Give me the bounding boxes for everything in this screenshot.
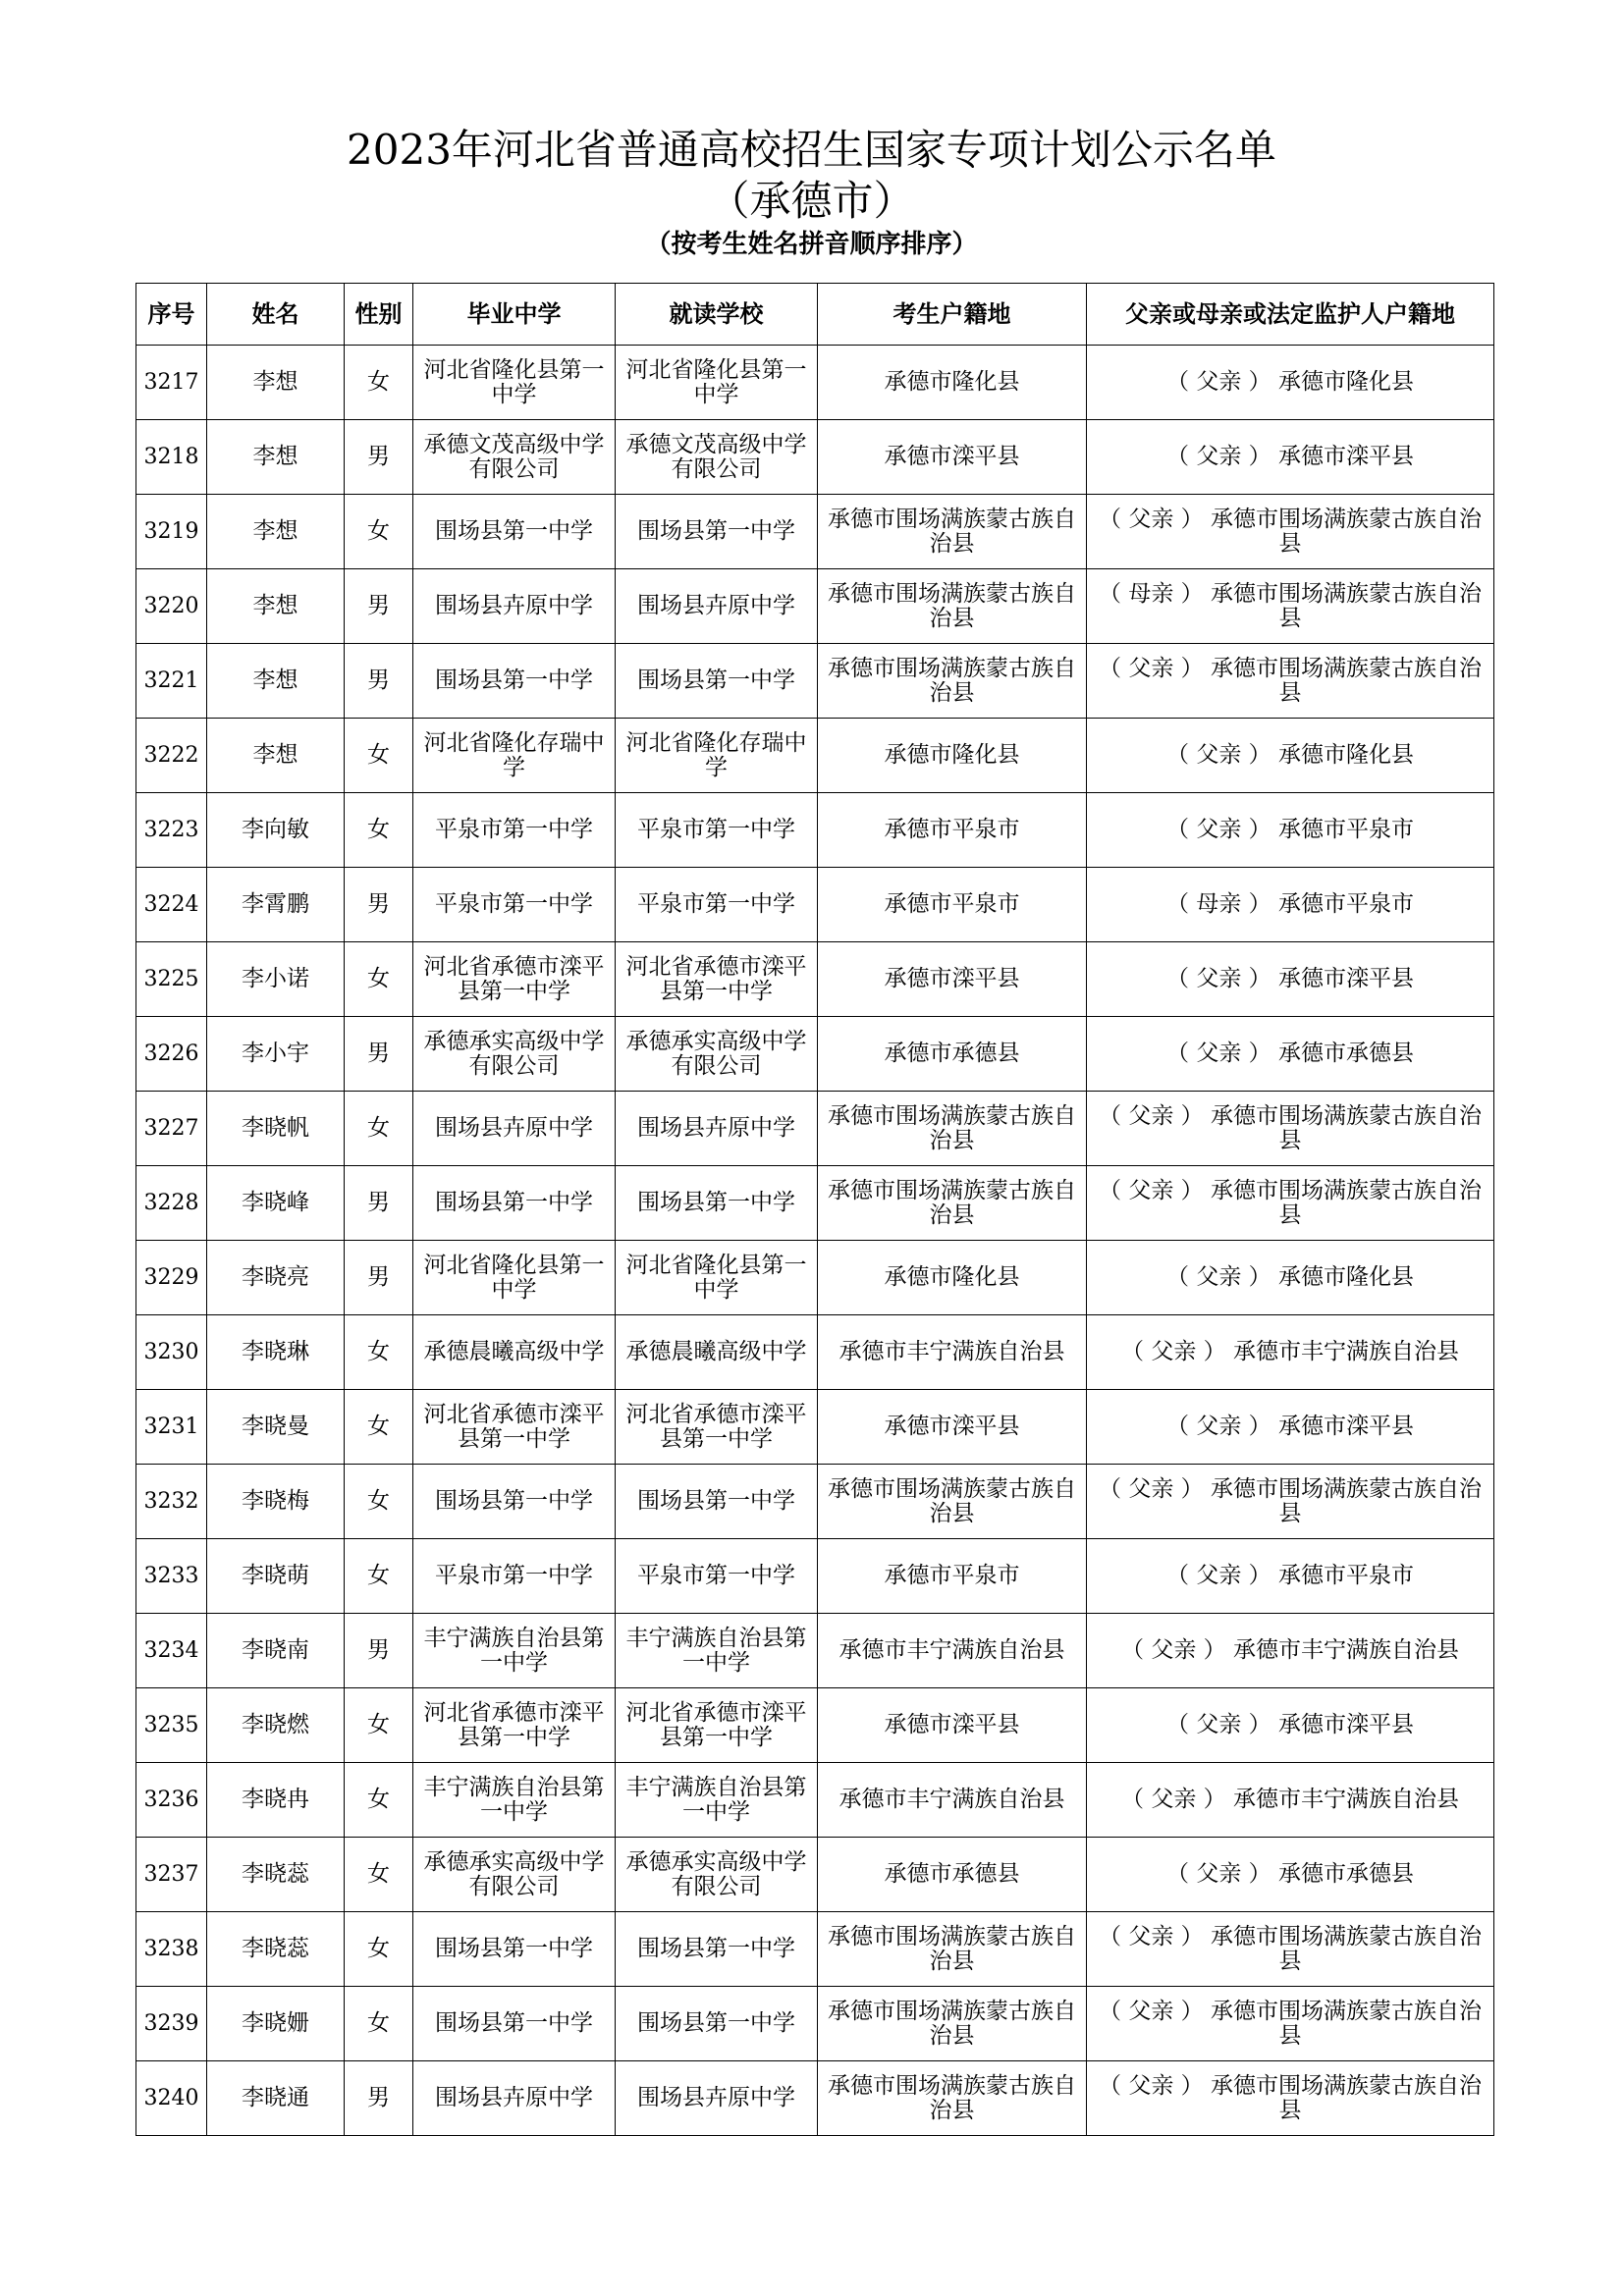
- graduation-school: 河北省承德市滦平县第一中学: [413, 1688, 616, 1763]
- guardian-hukou: （ 父亲 ） 承德市丰宁满族自治县: [1087, 1315, 1494, 1390]
- current-school: 河北省承德市滦平县第一中学: [616, 942, 818, 1017]
- header-sex: 性别: [345, 284, 413, 346]
- student-name: 李晓通: [207, 2061, 345, 2136]
- current-school: 围场县第一中学: [616, 1912, 818, 1987]
- guardian-hukou: （ 父亲 ） 承德市丰宁满族自治县: [1087, 1614, 1494, 1688]
- row-number: 3218: [136, 420, 207, 495]
- row-number: 3219: [136, 495, 207, 569]
- student-sex: 女: [345, 1539, 413, 1614]
- row-number: 3226: [136, 1017, 207, 1092]
- row-number: 3238: [136, 1912, 207, 1987]
- student-sex: 女: [345, 1390, 413, 1465]
- guardian-hukou: （ 父亲 ） 承德市围场满族蒙古族自治县: [1087, 2061, 1494, 2136]
- current-school: 丰宁满族自治县第一中学: [616, 1614, 818, 1688]
- current-school: 围场县第一中学: [616, 1987, 818, 2061]
- student-name: 李想: [207, 569, 345, 644]
- student-name: 李小宇: [207, 1017, 345, 1092]
- header-current-school: 就读学校: [616, 284, 818, 346]
- current-school: 河北省承德市滦平县第一中学: [616, 1390, 818, 1465]
- student-sex: 男: [345, 420, 413, 495]
- student-hukou: 承德市围场满族蒙古族自治县: [818, 495, 1087, 569]
- current-school: 围场县卉原中学: [616, 1092, 818, 1166]
- table-row: [136, 1763, 1494, 1838]
- guardian-hukou: （ 父亲 ） 承德市围场满族蒙古族自治县: [1087, 1987, 1494, 2061]
- student-name: 李想: [207, 719, 345, 793]
- student-name: 李晓梅: [207, 1465, 345, 1539]
- student-sex: 男: [345, 1166, 413, 1241]
- header-no: 序号: [136, 284, 207, 346]
- table-row: [136, 1614, 1494, 1688]
- current-school: 承德晨曦高级中学: [616, 1315, 818, 1390]
- student-hukou: 承德市承德县: [818, 1017, 1087, 1092]
- student-hukou: 承德市滦平县: [818, 1390, 1087, 1465]
- row-number: 3225: [136, 942, 207, 1017]
- graduation-school: 河北省隆化存瑞中学: [413, 719, 616, 793]
- graduation-school: 围场县卉原中学: [413, 2061, 616, 2136]
- table-row: [136, 1539, 1494, 1614]
- table-row: [136, 2061, 1494, 2136]
- row-number: 3228: [136, 1166, 207, 1241]
- header-hukou: 考生户籍地: [818, 284, 1087, 346]
- student-name: 李想: [207, 644, 345, 719]
- graduation-school: 承德承实高级中学有限公司: [413, 1838, 616, 1912]
- table-row: [136, 1987, 1494, 2061]
- table-row: [136, 1166, 1494, 1241]
- graduation-school: 河北省隆化县第一中学: [413, 1241, 616, 1315]
- graduation-school: 围场县第一中学: [413, 495, 616, 569]
- student-name: 李晓帆: [207, 1092, 345, 1166]
- guardian-hukou: （ 母亲 ） 承德市平泉市: [1087, 868, 1494, 942]
- student-hukou: 承德市围场满族蒙古族自治县: [818, 644, 1087, 719]
- graduation-school: 围场县第一中学: [413, 1465, 616, 1539]
- guardian-hukou: （ 父亲 ） 承德市承德县: [1087, 1838, 1494, 1912]
- graduation-school: 河北省承德市滦平县第一中学: [413, 1390, 616, 1465]
- student-name: 李晓琳: [207, 1315, 345, 1390]
- student-name: 李晓姗: [207, 1987, 345, 2061]
- student-name: 李小诺: [207, 942, 345, 1017]
- student-name: 李晓燃: [207, 1688, 345, 1763]
- row-number: 3222: [136, 719, 207, 793]
- graduation-school: 承德文茂高级中学有限公司: [413, 420, 616, 495]
- current-school: 围场县卉原中学: [616, 2061, 818, 2136]
- header-name: 姓名: [207, 284, 345, 346]
- student-name: 李向敏: [207, 793, 345, 868]
- row-number: 3220: [136, 569, 207, 644]
- student-sex: 女: [345, 346, 413, 420]
- current-school: 围场县第一中学: [616, 644, 818, 719]
- graduation-school: 平泉市第一中学: [413, 1539, 616, 1614]
- row-number: 3237: [136, 1838, 207, 1912]
- student-sex: 男: [345, 1614, 413, 1688]
- graduation-school: 平泉市第一中学: [413, 868, 616, 942]
- current-school: 平泉市第一中学: [616, 868, 818, 942]
- row-number: 3234: [136, 1614, 207, 1688]
- row-number: 3223: [136, 793, 207, 868]
- student-hukou: 承德市围场满族蒙古族自治县: [818, 1092, 1087, 1166]
- student-sex: 女: [345, 1315, 413, 1390]
- current-school: 承德承实高级中学有限公司: [616, 1017, 818, 1092]
- table-row: [136, 569, 1494, 644]
- graduation-school: 河北省隆化县第一中学: [413, 346, 616, 420]
- guardian-hukou: （ 父亲 ） 承德市隆化县: [1087, 719, 1494, 793]
- current-school: 围场县第一中学: [616, 1465, 818, 1539]
- page-title: 2023年河北省普通高校招生国家专项计划公示名单: [347, 126, 1276, 174]
- student-name: 李晓蕊: [207, 1838, 345, 1912]
- student-name: 李晓蕊: [207, 1912, 345, 1987]
- row-number: 3240: [136, 2061, 207, 2136]
- current-school: 河北省承德市滦平县第一中学: [616, 1688, 818, 1763]
- row-number: 3239: [136, 1987, 207, 2061]
- table-row: [136, 1688, 1494, 1763]
- row-number: 3230: [136, 1315, 207, 1390]
- guardian-hukou: （ 父亲 ） 承德市围场满族蒙古族自治县: [1087, 1912, 1494, 1987]
- table-row: [136, 1465, 1494, 1539]
- guardian-hukou: （ 父亲 ） 承德市围场满族蒙古族自治县: [1087, 644, 1494, 719]
- student-hukou: 承德市隆化县: [818, 719, 1087, 793]
- guardian-hukou: （ 父亲 ） 承德市平泉市: [1087, 793, 1494, 868]
- guardian-hukou: （ 父亲 ） 承德市滦平县: [1087, 1688, 1494, 1763]
- student-name: 李晓曼: [207, 1390, 345, 1465]
- table-row: [136, 793, 1494, 868]
- guardian-hukou: （ 父亲 ） 承德市平泉市: [1087, 1539, 1494, 1614]
- student-hukou: 承德市滦平县: [818, 942, 1087, 1017]
- graduation-school: 丰宁满族自治县第一中学: [413, 1763, 616, 1838]
- current-school: 河北省隆化存瑞中学: [616, 719, 818, 793]
- current-school: 丰宁满族自治县第一中学: [616, 1763, 818, 1838]
- table-row: [136, 1912, 1494, 1987]
- student-name: 李想: [207, 495, 345, 569]
- student-hukou: 承德市平泉市: [818, 868, 1087, 942]
- student-hukou: 承德市围场满族蒙古族自治县: [818, 1465, 1087, 1539]
- current-school: 围场县卉原中学: [616, 569, 818, 644]
- student-hukou: 承德市承德县: [818, 1838, 1087, 1912]
- guardian-hukou: （ 父亲 ） 承德市滦平县: [1087, 420, 1494, 495]
- row-number: 3232: [136, 1465, 207, 1539]
- table-row: [136, 1390, 1494, 1465]
- guardian-hukou: （ 父亲 ） 承德市隆化县: [1087, 346, 1494, 420]
- current-school: 围场县第一中学: [616, 495, 818, 569]
- student-hukou: 承德市围场满族蒙古族自治县: [818, 1987, 1087, 2061]
- guardian-hukou: （ 父亲 ） 承德市滦平县: [1087, 1390, 1494, 1465]
- row-number: 3217: [136, 346, 207, 420]
- header-grad-school: 毕业中学: [413, 284, 616, 346]
- table-row: [136, 1838, 1494, 1912]
- student-name: 李晓冉: [207, 1763, 345, 1838]
- row-number: 3224: [136, 868, 207, 942]
- table-row: [136, 420, 1494, 495]
- student-hukou: 承德市隆化县: [818, 346, 1087, 420]
- row-number: 3231: [136, 1390, 207, 1465]
- row-number: 3221: [136, 644, 207, 719]
- current-school: 河北省隆化县第一中学: [616, 1241, 818, 1315]
- table-row: [136, 1017, 1494, 1092]
- guardian-hukou: （ 父亲 ） 承德市围场满族蒙古族自治县: [1087, 1166, 1494, 1241]
- student-hukou: 承德市丰宁满族自治县: [818, 1763, 1087, 1838]
- student-name: 李晓峰: [207, 1166, 345, 1241]
- student-sex: 男: [345, 868, 413, 942]
- student-sex: 女: [345, 1912, 413, 1987]
- guardian-hukou: （ 父亲 ） 承德市承德县: [1087, 1017, 1494, 1092]
- student-sex: 女: [345, 495, 413, 569]
- graduation-school: 平泉市第一中学: [413, 793, 616, 868]
- table-row: [136, 346, 1494, 420]
- guardian-hukou: （ 母亲 ） 承德市围场满族蒙古族自治县: [1087, 569, 1494, 644]
- table-row: [136, 1092, 1494, 1166]
- student-hukou: 承德市平泉市: [818, 793, 1087, 868]
- student-hukou: 承德市隆化县: [818, 1241, 1087, 1315]
- student-sex: 女: [345, 1465, 413, 1539]
- student-sex: 女: [345, 1092, 413, 1166]
- roster-table: [135, 283, 1494, 2136]
- student-sex: 女: [345, 719, 413, 793]
- row-number: 3233: [136, 1539, 207, 1614]
- guardian-hukou: （ 父亲 ） 承德市隆化县: [1087, 1241, 1494, 1315]
- student-name: 李想: [207, 346, 345, 420]
- row-number: 3227: [136, 1092, 207, 1166]
- row-number: 3229: [136, 1241, 207, 1315]
- table-body: [136, 346, 1494, 2136]
- student-sex: 男: [345, 1241, 413, 1315]
- student-hukou: 承德市围场满族蒙古族自治县: [818, 1912, 1087, 1987]
- student-name: 李晓萌: [207, 1539, 345, 1614]
- page-subtitle: （承德市）: [708, 177, 915, 225]
- table-row: [136, 868, 1494, 942]
- header-guardian-hukou: 父亲或母亲或法定监护人户籍地: [1087, 284, 1494, 346]
- student-sex: 女: [345, 793, 413, 868]
- graduation-school: 围场县第一中学: [413, 644, 616, 719]
- row-number: 3236: [136, 1763, 207, 1838]
- table-row: [136, 719, 1494, 793]
- student-sex: 女: [345, 1987, 413, 2061]
- table-row: [136, 1241, 1494, 1315]
- student-hukou: 承德市滦平县: [818, 420, 1087, 495]
- student-hukou: 承德市围场满族蒙古族自治县: [818, 569, 1087, 644]
- student-name: 李晓亮: [207, 1241, 345, 1315]
- current-school: 围场县第一中学: [616, 1166, 818, 1241]
- guardian-hukou: （ 父亲 ） 承德市围场满族蒙古族自治县: [1087, 1092, 1494, 1166]
- current-school: 平泉市第一中学: [616, 793, 818, 868]
- graduation-school: 围场县卉原中学: [413, 1092, 616, 1166]
- student-hukou: 承德市丰宁满族自治县: [818, 1614, 1087, 1688]
- guardian-hukou: （ 父亲 ） 承德市丰宁满族自治县: [1087, 1763, 1494, 1838]
- student-hukou: 承德市滦平县: [818, 1688, 1087, 1763]
- graduation-school: 围场县第一中学: [413, 1987, 616, 2061]
- student-sex: 女: [345, 1688, 413, 1763]
- student-sex: 男: [345, 2061, 413, 2136]
- graduation-school: 承德晨曦高级中学: [413, 1315, 616, 1390]
- current-school: 河北省隆化县第一中学: [616, 346, 818, 420]
- student-name: 李晓南: [207, 1614, 345, 1688]
- current-school: 承德文茂高级中学有限公司: [616, 420, 818, 495]
- graduation-school: 承德承实高级中学有限公司: [413, 1017, 616, 1092]
- student-sex: 男: [345, 1017, 413, 1092]
- student-sex: 女: [345, 1838, 413, 1912]
- table-row: [136, 495, 1494, 569]
- guardian-hukou: （ 父亲 ） 承德市围场满族蒙古族自治县: [1087, 1465, 1494, 1539]
- student-name: 李霄鹏: [207, 868, 345, 942]
- table-header-row: [136, 284, 1494, 346]
- student-sex: 女: [345, 1763, 413, 1838]
- student-hukou: 承德市围场满族蒙古族自治县: [818, 1166, 1087, 1241]
- table-row: [136, 1315, 1494, 1390]
- student-hukou: 承德市围场满族蒙古族自治县: [818, 2061, 1087, 2136]
- table-row: [136, 942, 1494, 1017]
- current-school: 平泉市第一中学: [616, 1539, 818, 1614]
- student-sex: 男: [345, 569, 413, 644]
- graduation-school: 围场县第一中学: [413, 1166, 616, 1241]
- graduation-school: 围场县卉原中学: [413, 569, 616, 644]
- graduation-school: 河北省承德市滦平县第一中学: [413, 942, 616, 1017]
- guardian-hukou: （ 父亲 ） 承德市围场满族蒙古族自治县: [1087, 495, 1494, 569]
- guardian-hukou: （ 父亲 ） 承德市滦平县: [1087, 942, 1494, 1017]
- table-row: [136, 644, 1494, 719]
- graduation-school: 丰宁满族自治县第一中学: [413, 1614, 616, 1688]
- student-name: 李想: [207, 420, 345, 495]
- student-hukou: 承德市丰宁满族自治县: [818, 1315, 1087, 1390]
- student-sex: 男: [345, 644, 413, 719]
- student-sex: 女: [345, 942, 413, 1017]
- current-school: 承德承实高级中学有限公司: [616, 1838, 818, 1912]
- graduation-school: 围场县第一中学: [413, 1912, 616, 1987]
- sort-note: （按考生姓名拼音顺序排序）: [645, 230, 978, 259]
- row-number: 3235: [136, 1688, 207, 1763]
- student-hukou: 承德市平泉市: [818, 1539, 1087, 1614]
